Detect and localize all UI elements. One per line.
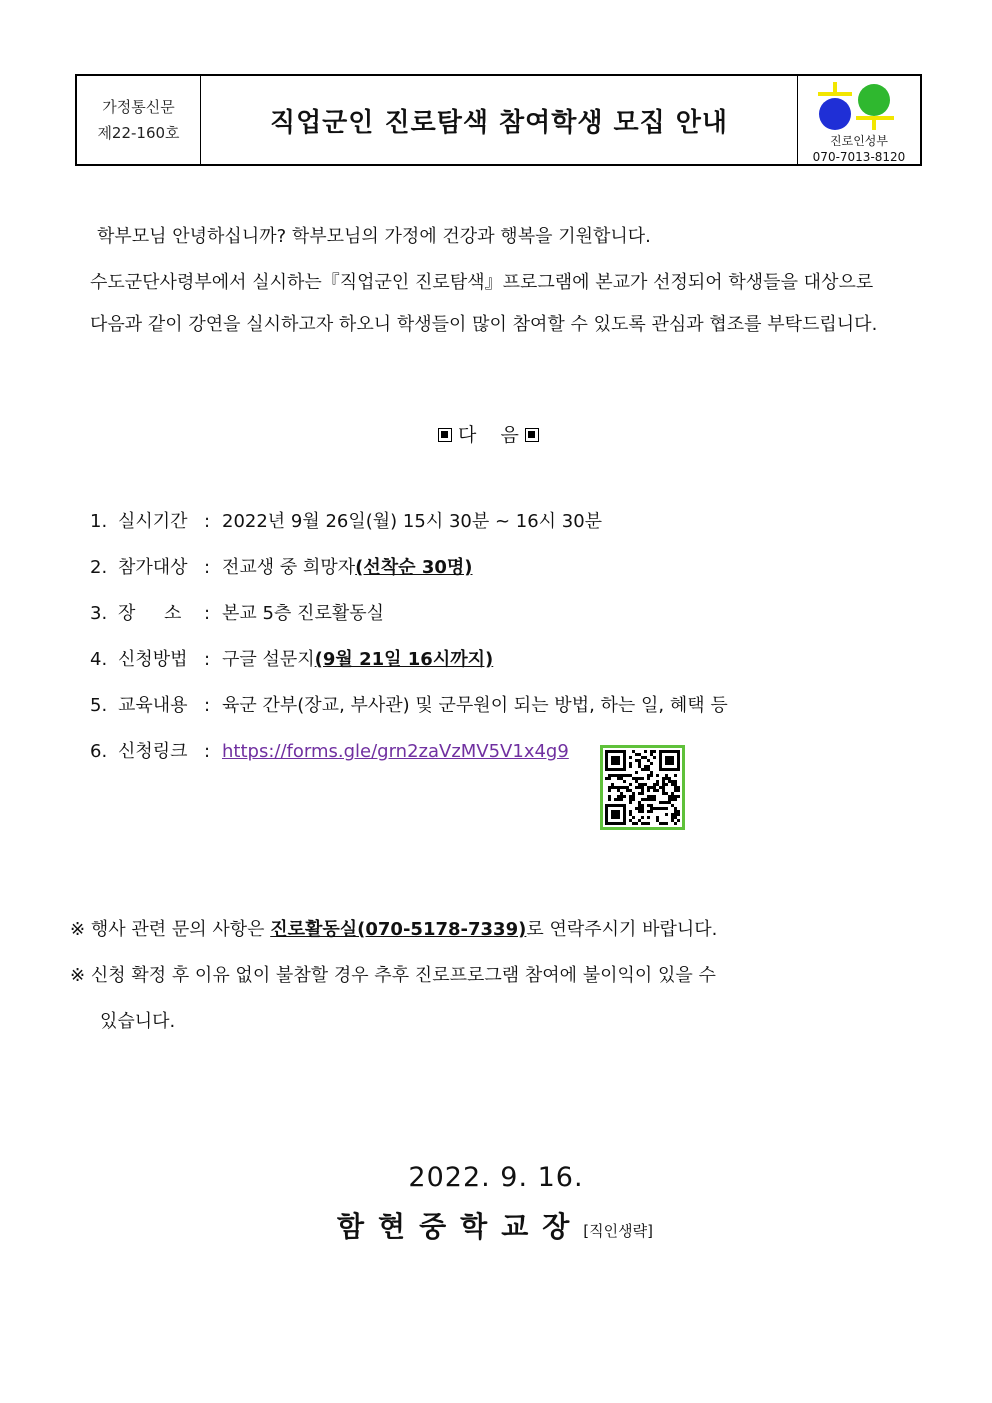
item-number: 6. <box>90 741 108 762</box>
item-colon: : <box>204 557 211 578</box>
item-colon: : <box>204 649 211 670</box>
item-value: 육군 간부(장교, 부사관) 및 군무원이 되는 방법, 하는 일, 혜택 등 <box>222 695 728 716</box>
item-label: 참가대상 <box>118 557 188 578</box>
list-item-link <box>90 737 569 763</box>
list-item-content <box>90 691 728 717</box>
item-label: 교육내용 <box>118 695 188 716</box>
qr-code-icon <box>603 748 682 827</box>
issue-date: 2022. 9. 16. <box>408 1162 584 1193</box>
page-title: 직업군인 진로탐색 참여학생 모집 안내 <box>269 107 729 138</box>
contact-note <box>70 915 717 941</box>
doc-info-cell <box>77 76 201 164</box>
reference-mark: ※ <box>70 965 86 986</box>
department-logo-cell <box>797 76 920 164</box>
notice-heading <box>438 420 539 447</box>
item-colon: : <box>204 695 211 716</box>
list-item-method <box>90 645 493 671</box>
seal-omitted-note: [직인생략] <box>583 1222 653 1240</box>
item-number: 3. <box>90 603 108 624</box>
qr-code[interactable] <box>600 745 685 830</box>
school-logo-icon <box>818 82 898 136</box>
contact-office: 진로활동실(070-5178-7339) <box>270 919 527 940</box>
item-label: 실시기간 <box>118 511 188 532</box>
doc-type: 가정통신문 <box>102 98 175 116</box>
item-emphasis: (9월 21일 16시까지) <box>314 649 494 670</box>
item-number: 4. <box>90 649 108 670</box>
application-link[interactable]: https://forms.gle/grn2zaVzMV5V1x4g9 <box>222 741 569 762</box>
penalty-note <box>70 961 716 987</box>
item-value: 구글 설문지 <box>222 649 315 670</box>
item-colon: : <box>204 741 211 762</box>
item-colon: : <box>204 603 211 624</box>
item-colon: : <box>204 511 211 532</box>
list-item-target <box>90 553 473 579</box>
square-bullet-icon <box>525 428 539 442</box>
item-label: 신청방법 <box>118 649 188 670</box>
note-text: 신청 확정 후 이유 없이 불참할 경우 추후 진로프로그램 참여에 불이익이 있을 수 <box>90 965 716 986</box>
square-bullet-icon <box>438 428 452 442</box>
item-emphasis: (선착순 30명) <box>355 557 473 578</box>
item-label: 장 소 <box>118 603 182 624</box>
document-header <box>75 74 922 166</box>
department-phone: 070-7013-8120 <box>812 150 906 164</box>
item-value: 본교 5층 진로활동실 <box>222 603 384 624</box>
list-item-period <box>90 507 602 533</box>
department-name: 진로인성부 <box>830 134 888 148</box>
intro-greeting: 학부모님 안녕하십니까? 학부모님의 가정에 건강과 행복을 기원합니다. <box>97 226 651 247</box>
item-value: 2022년 9월 26일(월) 15시 30분 ~ 16시 30분 <box>222 511 603 532</box>
intro-line-2: 수도군단사령부에서 실시하는『직업군인 진로탐색』프로그램에 본교가 선정되어 학생들을 대상으로 <box>90 272 874 293</box>
list-item-place <box>90 599 384 625</box>
item-label: 신청링크 <box>118 741 188 762</box>
principal-title: 함현중학교장 <box>337 1210 584 1243</box>
item-number: 5. <box>90 695 108 716</box>
principal-signature <box>337 1205 653 1245</box>
item-number: 1. <box>90 511 108 532</box>
note-text: 행사 관련 문의 사항은 <box>90 919 271 940</box>
notice-heading-text: 다 음 <box>458 424 519 446</box>
item-number: 2. <box>90 557 108 578</box>
reference-mark: ※ <box>70 919 86 940</box>
item-value: 전교생 중 희망자 <box>222 557 356 578</box>
doc-number: 제22-160호 <box>97 124 180 142</box>
penalty-note-continued: 있습니다. <box>100 1011 176 1032</box>
note-text: 로 연락주시기 바랍니다. <box>526 919 718 940</box>
intro-line-3: 다음과 같이 강연을 실시하고자 하오니 학생들이 많이 참여할 수 있도록 관심과 협조를 부탁드립니다. <box>90 314 878 335</box>
